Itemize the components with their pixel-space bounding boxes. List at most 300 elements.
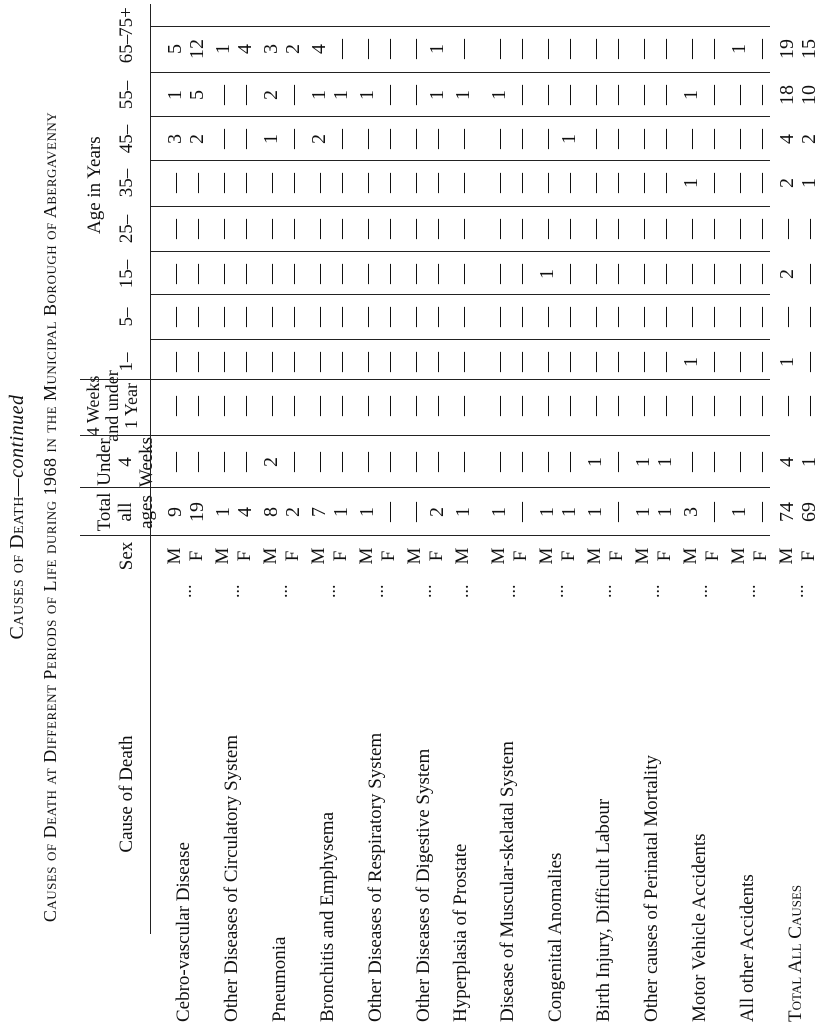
table-cell: — <box>654 39 676 59</box>
table-cell: — <box>776 219 798 239</box>
table-cell: 1 <box>654 457 676 467</box>
leader-dots: ... <box>175 584 195 598</box>
table-cell: — <box>632 219 654 239</box>
table-cell: — <box>632 352 654 372</box>
table-cell: — <box>680 129 702 149</box>
header-age-7: 65– <box>116 34 137 64</box>
table-cell: 5 <box>164 44 186 54</box>
table-cell: — <box>164 352 186 372</box>
table-cell: — <box>186 264 208 284</box>
header-total: Total all ages <box>94 492 157 532</box>
column-divider-3 <box>80 379 770 380</box>
table-cell: — <box>426 452 448 472</box>
table-cell: — <box>426 307 448 327</box>
table-cell: 10 <box>798 85 820 105</box>
table-cell: 2 <box>282 507 304 517</box>
table-cell: — <box>488 39 510 59</box>
column-divider-0 <box>80 535 770 536</box>
table-cell: — <box>212 307 234 327</box>
table-cell: — <box>186 173 208 193</box>
table-cell: — <box>606 502 628 522</box>
table-cell: — <box>728 85 750 105</box>
table-cell: — <box>330 396 352 416</box>
cause-label: Congenital Anomalies <box>545 852 566 1022</box>
table-cell: — <box>606 129 628 149</box>
table-cell: 3 <box>164 134 186 144</box>
sex-label: M <box>728 547 749 565</box>
table-cell: 1 <box>536 269 558 279</box>
table-cell: — <box>632 129 654 149</box>
cause-label: Pneumonia <box>269 936 290 1022</box>
sex-label: F <box>558 550 579 562</box>
table-cell: — <box>632 396 654 416</box>
table-cell: — <box>606 307 628 327</box>
table-cell: — <box>282 219 304 239</box>
table-cell: — <box>356 396 378 416</box>
leader-dots: ... <box>415 584 435 598</box>
table-cell: — <box>282 452 304 472</box>
leader-dots: ... <box>452 584 472 598</box>
header-age-5: 45– <box>116 124 137 154</box>
table-cell: 1 <box>356 507 378 517</box>
header-under-4-weeks: Under 4 Weeks <box>94 436 157 488</box>
table-cell: — <box>330 307 352 327</box>
cause-label: Hyperplasia of Prostate <box>450 843 471 1022</box>
header-cause: Cause of Death <box>116 735 137 853</box>
table-cell: — <box>632 39 654 59</box>
table-cell: — <box>330 129 352 149</box>
table-cell: — <box>488 219 510 239</box>
table-cell: — <box>750 264 772 284</box>
table-cell: — <box>260 173 282 193</box>
table-cell: — <box>798 352 820 372</box>
table-cell: — <box>584 129 606 149</box>
cause-label: Other Diseases of Circulatory System <box>221 734 242 1022</box>
table-cell: 1 <box>164 90 186 100</box>
table-cell: — <box>212 352 234 372</box>
header-age-8: 75+ <box>116 7 137 37</box>
table-cell: — <box>510 502 532 522</box>
age-divider-7 <box>150 26 770 27</box>
sex-label: M <box>632 547 653 565</box>
table-cell: — <box>260 352 282 372</box>
table-cell: — <box>632 264 654 284</box>
table-cell: — <box>330 264 352 284</box>
table-cell: — <box>728 396 750 416</box>
table-cell: 2 <box>776 269 798 279</box>
table-cell: — <box>452 352 474 372</box>
table-cell: — <box>330 39 352 59</box>
table-cell: — <box>606 85 628 105</box>
table-cell: — <box>234 264 256 284</box>
sex-label: M <box>164 547 185 565</box>
sex-label: F <box>798 550 819 562</box>
header-age-0: 1– <box>116 352 137 372</box>
table-cell: — <box>510 129 532 149</box>
table-cell: 1 <box>798 457 820 467</box>
leader-dots: ... <box>271 584 291 598</box>
table-cell: — <box>750 352 772 372</box>
table-cell: — <box>750 85 772 105</box>
sex-label: M <box>404 547 425 565</box>
header-continued: —continued <box>6 394 28 497</box>
table-cell: 1 <box>308 90 330 100</box>
table-cell: — <box>536 219 558 239</box>
leader-dots: ... <box>595 584 615 598</box>
table-cell: — <box>750 173 772 193</box>
header-sex: Sex <box>116 541 137 571</box>
table-cell: 2 <box>282 44 304 54</box>
sex-label: F <box>186 550 207 562</box>
table-cell: — <box>488 352 510 372</box>
table-cell: — <box>356 352 378 372</box>
table-cell: — <box>452 39 474 59</box>
table-cell: 2 <box>776 178 798 188</box>
table-cell: — <box>702 39 724 59</box>
table-cell: — <box>212 129 234 149</box>
table-cell: — <box>212 219 234 239</box>
table-cell: — <box>510 396 532 416</box>
header-age-6: 55– <box>116 80 137 110</box>
table-cell: — <box>558 85 580 105</box>
table-cell: — <box>452 396 474 416</box>
table-cell: — <box>750 396 772 416</box>
table-cell: — <box>798 264 820 284</box>
table-cell: — <box>510 307 532 327</box>
sex-label: F <box>234 550 255 562</box>
table-cell: — <box>536 352 558 372</box>
table-cell: — <box>330 352 352 372</box>
sex-label: F <box>330 550 351 562</box>
table-cell: — <box>680 396 702 416</box>
sex-label: F <box>510 550 531 562</box>
table-cell: — <box>584 352 606 372</box>
table-cell: — <box>308 352 330 372</box>
leader-dots: ... <box>787 584 807 598</box>
table-cell: 15 <box>798 39 820 59</box>
column-divider-1 <box>80 487 770 488</box>
table-cell: — <box>260 307 282 327</box>
table-cell: — <box>452 452 474 472</box>
table-cell: — <box>750 219 772 239</box>
table-cell: — <box>234 129 256 149</box>
table-cell: — <box>404 307 426 327</box>
table-cell: — <box>426 219 448 239</box>
table-cell: — <box>378 173 400 193</box>
table-cell: — <box>776 307 798 327</box>
table-cell: 4 <box>234 44 256 54</box>
leader-dots: ... <box>739 584 759 598</box>
table-cell: — <box>282 264 304 284</box>
table-cell: — <box>356 219 378 239</box>
table-cell: — <box>488 173 510 193</box>
table-cell: — <box>186 307 208 327</box>
table-cell: — <box>356 307 378 327</box>
table-cell: 4 <box>234 507 256 517</box>
table-cell: — <box>702 307 724 327</box>
table-cell: — <box>584 173 606 193</box>
table-cell: 1 <box>728 507 750 517</box>
age-divider-2 <box>150 251 770 252</box>
table-cell: — <box>212 452 234 472</box>
table-cell: — <box>164 396 186 416</box>
leader-dots: ... <box>223 584 243 598</box>
age-divider-5 <box>150 116 770 117</box>
table-cell: — <box>632 173 654 193</box>
table-cell: — <box>212 396 234 416</box>
table-cell: — <box>558 396 580 416</box>
table-cell: 1 <box>680 178 702 188</box>
table-cell: — <box>584 85 606 105</box>
sex-label: M <box>260 547 281 565</box>
table-cell: — <box>728 307 750 327</box>
table-cell: 1 <box>212 44 234 54</box>
table-cell: 8 <box>260 507 282 517</box>
table-cell: — <box>510 39 532 59</box>
table-cell: — <box>584 219 606 239</box>
table-cell: — <box>728 264 750 284</box>
sex-label: M <box>680 547 701 565</box>
table-cell: — <box>728 452 750 472</box>
total-row-label: Total All Causes <box>785 884 806 1022</box>
table-cell: — <box>510 352 532 372</box>
table-cell: — <box>378 396 400 416</box>
table-cell: — <box>404 219 426 239</box>
sex-label: F <box>282 550 303 562</box>
table-cell: — <box>282 173 304 193</box>
cause-label: Disease of Muscular-skelatal System <box>497 741 518 1022</box>
header-4-weeks-to-1-year: 4 Weeks and under 1 Year <box>83 370 141 442</box>
table-cell: — <box>536 307 558 327</box>
table-cell: 2 <box>260 90 282 100</box>
leader-dots: ... <box>319 584 339 598</box>
table-cell: — <box>536 39 558 59</box>
table-cell: — <box>680 307 702 327</box>
table-cell: 1 <box>558 507 580 517</box>
age-divider-1 <box>150 294 770 295</box>
table-cell: — <box>680 39 702 59</box>
table-cell: — <box>378 219 400 239</box>
table-cell: — <box>234 85 256 105</box>
table-cell: 1 <box>798 178 820 188</box>
table-cell: 4 <box>776 134 798 144</box>
table-cell: — <box>452 264 474 284</box>
table-cell: — <box>654 219 676 239</box>
sex-label: F <box>378 550 399 562</box>
table-cell: 1 <box>632 507 654 517</box>
table-cell: — <box>584 39 606 59</box>
sex-label: F <box>426 550 447 562</box>
table-cell: 1 <box>426 90 448 100</box>
table-cell: — <box>488 452 510 472</box>
table-cell: — <box>234 219 256 239</box>
table-cell: — <box>702 173 724 193</box>
table-cell: — <box>452 129 474 149</box>
cause-label: Other causes of Perinatal Mortality <box>641 755 662 1022</box>
table-cell: 4 <box>308 44 330 54</box>
table-cell: — <box>330 219 352 239</box>
table-cell: 1 <box>426 44 448 54</box>
table-cell: — <box>212 173 234 193</box>
leader-dots: ... <box>499 584 519 598</box>
table-cell: — <box>378 129 400 149</box>
table-cell: — <box>426 264 448 284</box>
table-cell: — <box>558 307 580 327</box>
table-cell: — <box>234 352 256 372</box>
sex-label: M <box>776 547 797 565</box>
cause-label: Motor Vehicle Accidents <box>689 833 710 1022</box>
header-age-4: 35– <box>116 168 137 198</box>
table-cell: — <box>536 85 558 105</box>
cause-label: Other Diseases of Digestive System <box>413 748 434 1022</box>
table-cell: 7 <box>308 507 330 517</box>
table-cell: — <box>234 396 256 416</box>
table-cell: — <box>654 129 676 149</box>
table-cell: — <box>404 396 426 416</box>
sex-label: M <box>356 547 377 565</box>
table-cell: — <box>728 352 750 372</box>
table-cell: — <box>654 264 676 284</box>
table-cell: — <box>234 173 256 193</box>
table-cell: — <box>606 452 628 472</box>
table-cell: — <box>356 173 378 193</box>
table-cell: — <box>606 264 628 284</box>
table-cell: 74 <box>776 502 798 522</box>
table-cell: — <box>702 502 724 522</box>
leader-dots: ... <box>547 584 567 598</box>
table-cell: 2 <box>186 134 208 144</box>
sex-label: M <box>452 547 473 565</box>
table-cell: — <box>654 173 676 193</box>
table-cell: 1 <box>488 507 510 517</box>
sex-label: M <box>212 547 233 565</box>
table-cell: — <box>536 396 558 416</box>
table-cell: — <box>378 85 400 105</box>
age-divider-3 <box>150 206 770 207</box>
table-cell: — <box>510 173 532 193</box>
table-cell: — <box>558 173 580 193</box>
table-cell: 3 <box>260 44 282 54</box>
table-cell: — <box>558 352 580 372</box>
table-cell: — <box>282 396 304 416</box>
table-cell: — <box>308 264 330 284</box>
table-cell: — <box>750 452 772 472</box>
table-cell: — <box>488 129 510 149</box>
table-cell: — <box>186 452 208 472</box>
table-cell: — <box>510 85 532 105</box>
table-cell: — <box>558 39 580 59</box>
table-cell: — <box>186 396 208 416</box>
table-cell: — <box>164 173 186 193</box>
table-cell: — <box>378 352 400 372</box>
table-cell: — <box>558 219 580 239</box>
table-cell: — <box>558 452 580 472</box>
table-cell: — <box>282 352 304 372</box>
table-cell: — <box>606 396 628 416</box>
table-cell: — <box>260 396 282 416</box>
leader-dots: ... <box>643 584 663 598</box>
table-cell: — <box>404 264 426 284</box>
table-cell: — <box>378 502 400 522</box>
table-cell: 1 <box>654 507 676 517</box>
age-divider-0 <box>150 339 770 340</box>
age-divider-6 <box>150 72 770 73</box>
table-cell: — <box>606 219 628 239</box>
cause-label: Birth Injury, Difficult Labour <box>593 798 614 1022</box>
table-cell: — <box>606 39 628 59</box>
table-cell: — <box>426 352 448 372</box>
leader-dots: ... <box>367 584 387 598</box>
table-cell: — <box>702 396 724 416</box>
sex-label: F <box>606 550 627 562</box>
table-cell: — <box>702 352 724 372</box>
table-cell: — <box>584 264 606 284</box>
table-cell: — <box>378 264 400 284</box>
table-subtitle: Causes of Death at Different Periods of Life during 1968 in the Municipal Borough of Abergavenny <box>40 111 60 923</box>
table-cell: — <box>606 352 628 372</box>
table-cell: — <box>776 396 798 416</box>
sex-label: F <box>750 550 771 562</box>
table-cell: — <box>234 452 256 472</box>
sex-label: M <box>584 547 605 565</box>
table-cell: — <box>558 264 580 284</box>
table-cell: — <box>702 129 724 149</box>
table-cell: — <box>452 219 474 239</box>
table-cell: — <box>798 307 820 327</box>
table-cell: — <box>750 129 772 149</box>
table-cell: — <box>452 307 474 327</box>
table-cell: 18 <box>776 85 798 105</box>
table-cell: — <box>164 219 186 239</box>
table-cell: — <box>798 219 820 239</box>
table-cell: 2 <box>308 134 330 144</box>
header-age-2: 15– <box>116 259 137 289</box>
table-cell: — <box>750 502 772 522</box>
table-cell: — <box>404 502 426 522</box>
table-cell: — <box>426 396 448 416</box>
table-cell: 1 <box>452 507 474 517</box>
table-cell: 1 <box>584 457 606 467</box>
table-cell: 1 <box>536 507 558 517</box>
table-cell: — <box>378 39 400 59</box>
leader-dots: ... <box>691 584 711 598</box>
table-cell: — <box>404 352 426 372</box>
table-cell: — <box>680 219 702 239</box>
table-cell: — <box>680 264 702 284</box>
table-cell: 1 <box>488 90 510 100</box>
table-cell: 2 <box>260 457 282 467</box>
table-cell: — <box>282 129 304 149</box>
table-cell: — <box>308 307 330 327</box>
table-cell: — <box>488 396 510 416</box>
header-rule <box>150 4 151 934</box>
table-cell: — <box>654 396 676 416</box>
table-cell: — <box>702 452 724 472</box>
table-cell: 5 <box>186 90 208 100</box>
table-cell: — <box>632 85 654 105</box>
table-cell: — <box>798 396 820 416</box>
table-cell: — <box>308 219 330 239</box>
table-cell: — <box>164 452 186 472</box>
table-cell: 1 <box>356 90 378 100</box>
table-cell: — <box>510 452 532 472</box>
header-age-in-years: Age in Years <box>84 136 105 234</box>
table-cell: — <box>378 307 400 327</box>
table-cell: — <box>728 173 750 193</box>
table-cell: — <box>654 352 676 372</box>
cause-label: Other Diseases of Respiratory System <box>365 732 386 1022</box>
table-cell: — <box>426 173 448 193</box>
